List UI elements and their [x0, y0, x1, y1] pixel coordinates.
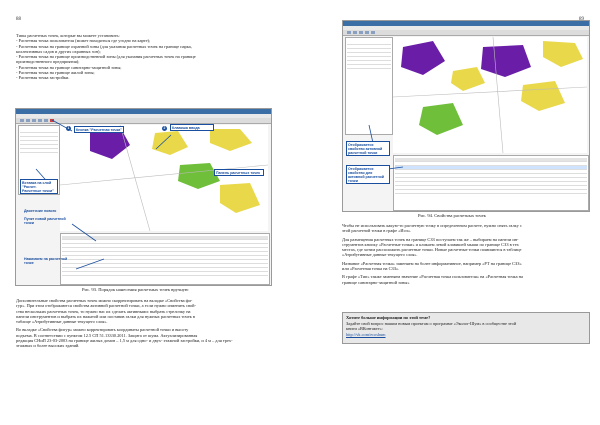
body-line: границе санитарно-защитной зоны» [342, 279, 410, 285]
vk-link[interactable]: http://vk.com/ecoshum [346, 332, 386, 337]
body-line: ства нескольких расчетных точек, то нужно нас их сделать активными: выбрать стрелочку на [16, 308, 191, 314]
callout-number: 2 [163, 126, 166, 130]
body-line: гур». При этом отображаются свойства активной расчетной точки, а если нужно изменить свой- [16, 303, 196, 309]
intro-line: - Расчетная точка пользователя (может находиться где угодно на карте); [16, 38, 151, 44]
intro-list [16, 33, 286, 81]
figure-93-screenshot [15, 108, 272, 286]
callout-points-panel: Панель расчетных точек [214, 169, 264, 176]
note-line: книги «ВКонтакте»: [346, 326, 383, 331]
intro-line: - Расчетная точка застройки. [16, 75, 70, 81]
body-text-right [342, 223, 590, 285]
note-title: Хотите больше информации по этой теме? [346, 315, 431, 320]
callout-insert-layer: Вставка на слой "Расчет. Расчетные точки" [20, 179, 58, 194]
intro-line: - Расчетная точка на границе санитарно-защитной зоны; [16, 64, 122, 70]
body-line: местах, где хотим расположить расчетные точки. Новые расчетные точки появляются в таблице [342, 247, 522, 253]
arrow [156, 135, 171, 149]
body-line: Для размещения расчетных точек на границе СЗЗ поступаем так же – выбираем на панели ин- [342, 236, 519, 242]
callout-active-point-attributes: Отображается свойство для активной расчетной точки [346, 165, 390, 184]
body-line: «Атрибутивные данные текущего слоя». [342, 252, 418, 258]
intro-line: - Расчетная точка на границе производственной зоны (для указания расчетных точек на границе [16, 54, 196, 60]
body-line: В графе «Тип» также заменяем значение «Расчетная точка пользователя» на «Расчетная точка на [342, 274, 523, 280]
arrow [76, 259, 104, 269]
intro-line: - Расчетная точка на границе охранной зоны (для указания расчетных точек на границе парка, [16, 43, 192, 49]
callout-active-point-properties: Отображается свойство активной расчетной точки [346, 141, 390, 156]
intro-line: производственного предприятия); [16, 59, 80, 65]
arrow [72, 224, 96, 241]
note-line: Задайте свой вопрос нашим новым проектам о программе «Эколог-Шум» в сообществе этой [346, 321, 517, 326]
body-line: или «Расчетная точка на СЗЗ». [342, 266, 400, 272]
callout-enter-key: Клавиша ввода [170, 124, 214, 131]
callout-new-double-click: Двоеточие нового [24, 209, 57, 213]
body-line: Название «Расчетная точка» заменяем на более информативное, например «РТ на границе СЗЗ» [342, 260, 522, 266]
body-line: струментов кнопку «Расчетные точки» и кликаем левой клавишей мыши по границе СЗЗ в тех [342, 241, 519, 247]
body-line: таблице «Атрибутивные данные текущего слоя». [16, 319, 108, 325]
page-number-left: 88 [16, 17, 21, 22]
body-line: панели инструментов и выбрать их нажатой или поставив галки для нужных расчетных точек в [16, 313, 195, 319]
figure-94-screenshot [342, 20, 590, 212]
right-page [300, 0, 600, 425]
callout-new-point: Пункт новой расчетной точки [24, 217, 66, 225]
intro-line: коллективных садов и других охранных зон); [16, 48, 101, 54]
callout-calc-point-button: Кнопка "Расчетная точка" [76, 127, 122, 132]
callout-number: 1 [67, 126, 70, 130]
intro-line: - Расчетная точка на границе жилой зоны; [16, 70, 95, 76]
body-line: этой расчетной точки в графе «Исп». [342, 228, 412, 234]
body-text-left [16, 298, 288, 349]
body-line: Дополнительные свойства расчетных точек можно скорректировать на вкладке «Свойства фи- [16, 298, 193, 303]
body-line: подъема. В соответствии с пунктом 12.5 СП 51.13330.2011. Защита от шума. Актуализированная [16, 332, 198, 338]
body-line: Во вкладке «Свойства фигур» можно корректировать координаты расчетной точки и высоту [16, 327, 189, 333]
body-line: этажных и более высоких зданий. [16, 343, 80, 349]
figure-94-caption: Рис. 94. Свойства расчетных точек [418, 213, 486, 218]
body-line: Чтобы не использовать какую-то расчетную точку в определенном расчете, нужно снять галку с [342, 223, 522, 228]
info-note-box [342, 312, 590, 344]
body-line: редакция СНиП 23-03-2003 на границе жилых домов – 1,5 м для одно- и двух- этажной застройки, и 4 м – для трех- [16, 338, 233, 344]
intro-line: Типы расчетных точек, которые вы можете установить: [16, 33, 120, 38]
figure-93-caption: Рис. 93. Порядок нанесения расчетных точек вручную [82, 287, 189, 292]
callout-click-point: Нажимаем на расчетной точке [24, 257, 68, 265]
